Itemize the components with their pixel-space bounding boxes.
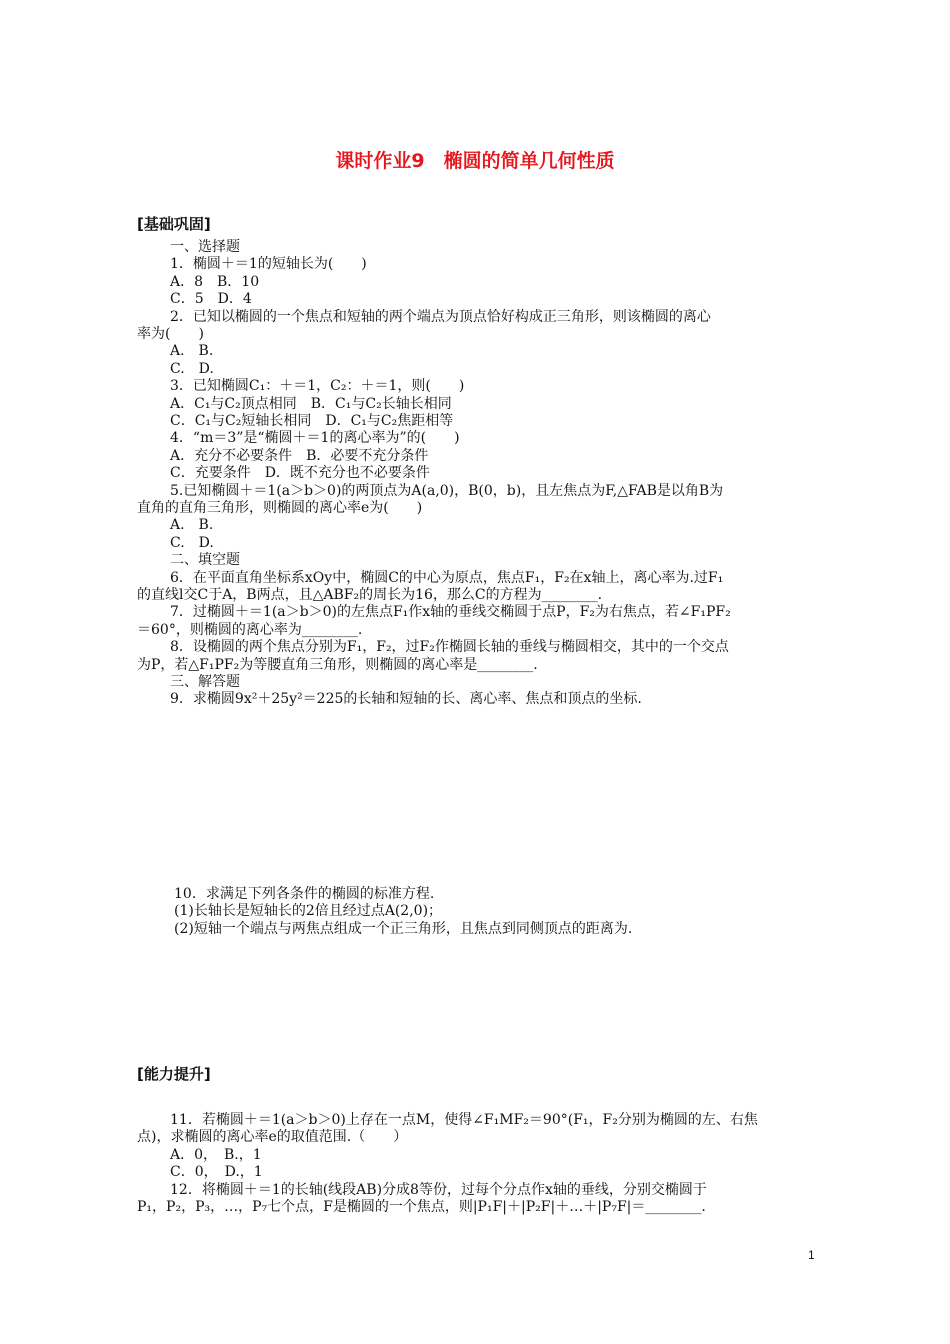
text-line: C．5 D．4 — [170, 291, 252, 308]
text-line: 8．设椭圆的两个焦点分别为F₁，F₂，过F₂作椭圆长轴的垂线与椭圆相交，其中的一个交点 — [170, 639, 729, 656]
text-line: 的直线l交C于A，B两点，且△ABF₂的周长为16，那么C的方程为________. — [137, 587, 603, 603]
text-line: A．C₁与C₂顶点相同 B．C₁与C₂长轴长相同 — [170, 395, 452, 412]
text-line: A．0， B.，1 — [170, 1146, 262, 1163]
text-line: 一、选择题 — [170, 239, 240, 255]
page-title: 课时作业9 椭圆的简单几何性质 — [335, 150, 615, 172]
text-line: C．充要条件 D．既不充分也不必要条件 — [170, 465, 430, 482]
text-line: 二、填空题 — [170, 552, 240, 569]
text-line: A. B. — [170, 517, 214, 534]
text-line: 4．“m＝3”是“椭圆＋＝1的离心率为”的( ) — [170, 430, 460, 447]
text-line: 7．过椭圆＋＝1(a＞b＞0)的左焦点F₁作x轴的垂线交椭圆于点P，F₂为右焦点，若∠F₁PF₂ — [170, 604, 731, 621]
text-line: 三、解答题 — [170, 674, 240, 690]
text-line: 11．若椭圆＋＝1(a＞b＞0)上存在一点M，使得∠F₁MF₂＝90°(F₁，F₂分别为椭圆的左、右焦 — [170, 1112, 758, 1128]
text-line: 点)，求椭圆的离心率e的取值范围.（ ） — [137, 1129, 408, 1146]
text-line: 6．在平面直角坐标系xOy中，椭圆C的中心为原点，焦点F₁，F₂在x轴上，离心率为.过F₁ — [170, 569, 724, 586]
text-line: 为P，若△F₁PF₂为等腰直角三角形，则椭圆的离心率是________. — [137, 656, 538, 673]
text-line: 2．已知以椭圆的一个焦点和短轴的两个端点为顶点恰好构成正三角形，则该椭圆的离心 — [170, 308, 711, 325]
page-number: 1 — [808, 1248, 815, 1262]
text-line: 10．求满足下列各条件的椭圆的标准方程. — [174, 886, 435, 902]
text-line: C．C₁与C₂短轴长相同 D．C₁与C₂焦距相等 — [170, 413, 454, 429]
text-line: (1)长轴长是短轴长的2倍且经过点A(2,0)； — [174, 903, 443, 920]
text-line: C. D. — [170, 534, 214, 551]
text-line: 直角的直角三角形，则椭圆的离心率e为( ) — [137, 500, 423, 516]
text-line: A．充分不必要条件 B．必要不充分条件 — [170, 447, 429, 464]
text-line: 3．已知椭圆C₁：＋＝1，C₂：＋＝1，则( ) — [170, 378, 465, 395]
text-line: 率为( ) — [137, 326, 204, 342]
text-line: (2)短轴一个端点与两焦点组成一个正三角形，且焦点到同侧顶点的距离为. — [174, 920, 633, 937]
section-heading-advanced: [能力提升] — [137, 1065, 211, 1083]
text-line: C. D. — [170, 360, 214, 377]
section-heading-basic: [基础巩固] — [137, 215, 211, 233]
text-line: 9．求椭圆9x²＋25y²＝225的长轴和短轴的长、离心率、焦点和顶点的坐标. — [170, 691, 642, 708]
text-line: P₁，P₂，P₃，…，P₇七个点，F是椭圆的一个焦点，则|P₁F|＋|P₂F|＋…＋|P₇F|＝________. — [137, 1199, 706, 1215]
text-line: ＝60°，则椭圆的离心率为________. — [137, 621, 363, 638]
text-line: 5.已知椭圆＋＝1(a＞b＞0)的两顶点为A(a,0)，B(0，b)，且左焦点为F,△FAB是以角B为 — [170, 482, 724, 499]
text-line: C．0， D.，1 — [170, 1164, 263, 1181]
text-line: A．8 B．10 — [170, 273, 260, 290]
text-line: A. B. — [170, 343, 214, 360]
text-line: 12．将椭圆＋＝1的长轴(线段AB)分成8等份，过每个分点作x轴的垂线，分别交椭圆于 — [170, 1181, 707, 1198]
text-line: 1．椭圆＋＝1的短轴长为( ) — [170, 256, 367, 273]
